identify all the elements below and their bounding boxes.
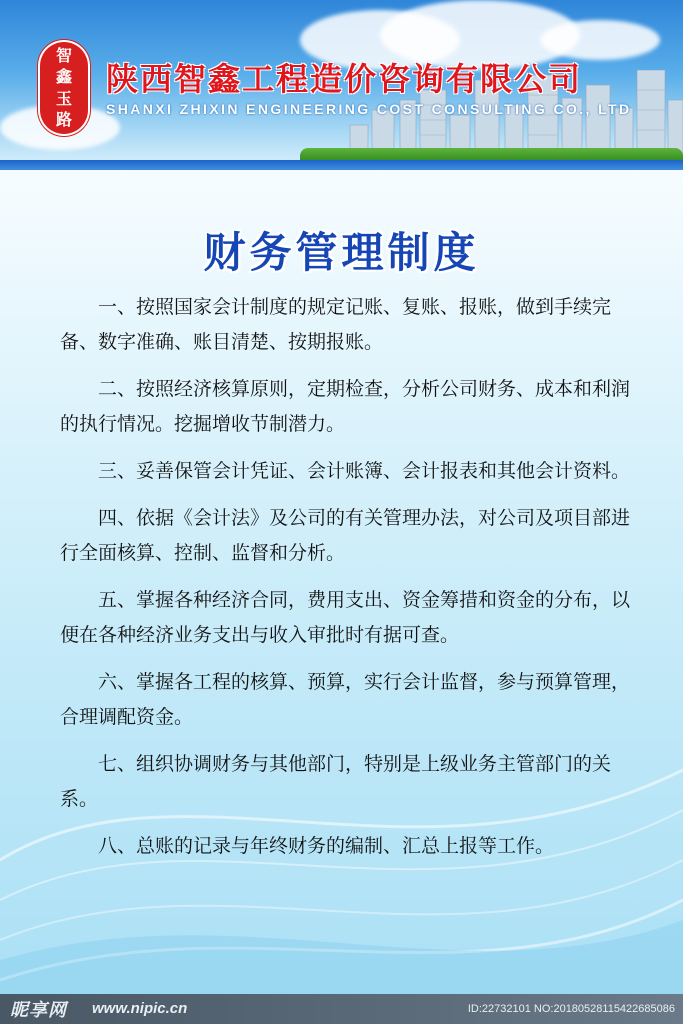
header-banner [0, 0, 683, 165]
clause-item: 三、妥善保管会计凭证、会计账簿、会计报表和其他会计资料。 [98, 460, 631, 482]
seal-char: 路 [55, 110, 72, 130]
clause-item: 四、依据《会计法》及公司的有关管理办法，对公司及项目部进行全面核算、控制、监督和分析。 [60, 507, 631, 564]
company-name-english: SHANXI ZHIXIN ENGINEERING COST CONSULTING CO., LTD [106, 101, 632, 117]
page-title: 财务管理制度 [203, 228, 480, 277]
company-name-chinese: 陕西智鑫工程造价咨询有限公司 [106, 60, 583, 98]
watermark-id: ID:22732101 NO:20180528115422685086 [467, 1003, 675, 1015]
clause-item: 二、按照经济核算原则，定期检查，分析公司财务、成本和利润的执行情况。挖掘增收节制潜力。 [60, 378, 631, 435]
seal-char: 智 [55, 45, 72, 65]
header-divider [0, 160, 683, 170]
clause-item: 一、按照国家会计制度的规定记账、复账、报账，做到手续完备、数字准确、账目清楚、按期报账。 [60, 296, 612, 353]
seal-char: 鑫 [55, 67, 72, 87]
clause-item: 八、总账的记录与年终财务的编制、汇总上报等工作。 [98, 835, 555, 857]
clause-list [60, 290, 630, 876]
watermark-url: www.nipic.cn [92, 1000, 188, 1017]
clause-item: 七、组织协调财务与其他部门，特别是上级业务主管部门的关系。 [60, 753, 612, 810]
watermark-logo: 昵享网 [10, 1000, 67, 1021]
company-seal-logo [40, 42, 88, 134]
clause-item: 六、掌握各工程的核算、预算，实行会计监督，参与预算管理，合理调配资金。 [60, 671, 631, 728]
seal-char: 玉 [55, 88, 72, 108]
clause-item: 五、掌握各种经济合同，费用支出、资金筹措和资金的分布，以便在各种经济业务支出与收入审批时有据可查。 [60, 589, 631, 646]
